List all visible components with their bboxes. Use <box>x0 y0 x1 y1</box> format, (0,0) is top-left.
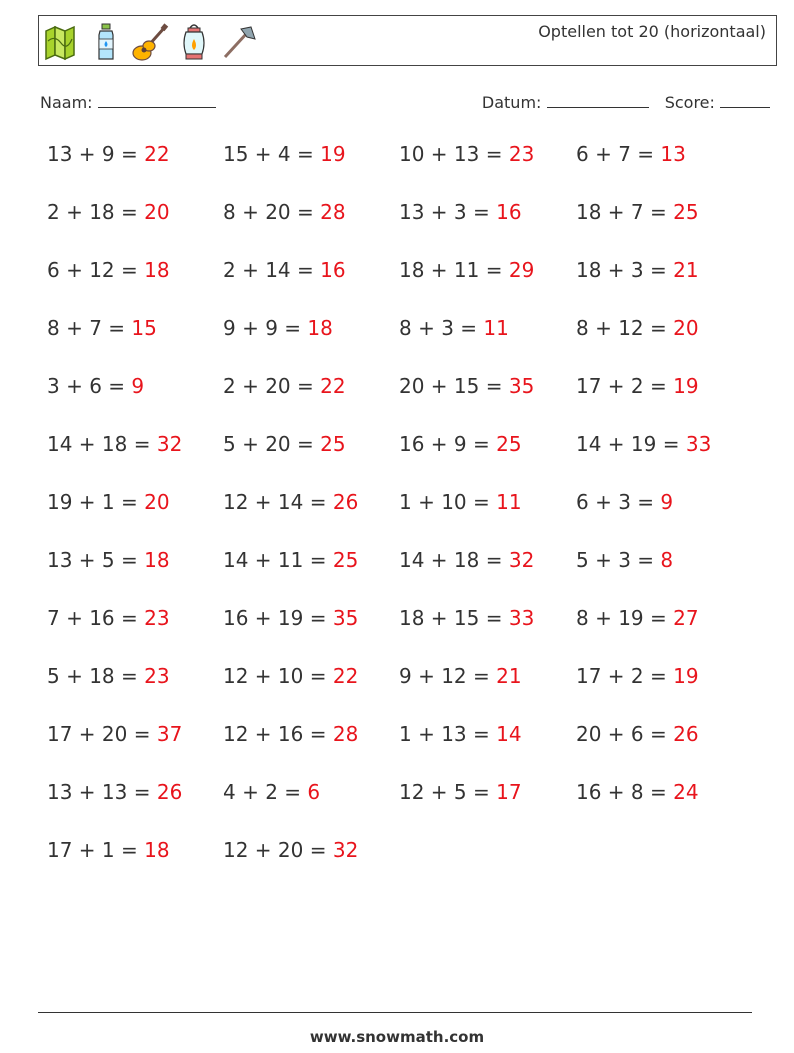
problem-answer: 15 <box>131 316 157 340</box>
problem-answer: 20 <box>673 316 699 340</box>
problem-question: 10 + 13 = <box>399 142 509 166</box>
problem-answer: 18 <box>144 258 170 282</box>
problem-question: 2 + 18 = <box>47 200 145 224</box>
problem-question: 17 + 1 = <box>47 838 145 862</box>
problem-answer: 26 <box>673 722 699 746</box>
problem-answer: 28 <box>320 200 346 224</box>
problem-item <box>223 258 346 282</box>
problem-answer: 14 <box>496 722 522 746</box>
problem-item <box>223 374 346 398</box>
name-label: Naam: <box>40 93 93 112</box>
problem-question: 7 + 16 = <box>47 606 145 630</box>
problem-item <box>576 200 699 224</box>
problem-item <box>576 258 699 282</box>
problem-answer: 18 <box>144 548 170 572</box>
problem-answer: 17 <box>496 780 522 804</box>
problem-question: 9 + 12 = <box>399 664 497 688</box>
problem-item <box>576 490 673 514</box>
problem-question: 16 + 9 = <box>399 432 497 456</box>
problem-answer: 22 <box>320 374 346 398</box>
problem-question: 12 + 5 = <box>399 780 497 804</box>
problem-answer: 28 <box>332 722 359 746</box>
problem-item <box>399 374 534 398</box>
problem-answer: 25 <box>320 432 346 456</box>
problem-answer: 6 <box>307 780 321 804</box>
axe-icon <box>219 21 257 63</box>
problem-answer: 20 <box>144 200 170 224</box>
problem-question: 3 + 6 = <box>47 374 132 398</box>
name-line <box>98 93 216 108</box>
problem-item <box>399 142 534 166</box>
problem-question: 13 + 9 = <box>47 142 145 166</box>
problem-answer: 22 <box>144 142 170 166</box>
problem-item <box>576 606 699 630</box>
problem-answer: 26 <box>156 780 183 804</box>
problem-question: 18 + 15 = <box>399 606 509 630</box>
problem-question: 12 + 14 = <box>223 490 333 514</box>
problem-answer: 11 <box>496 490 522 514</box>
problem-answer: 25 <box>332 548 359 572</box>
problem-item <box>47 664 170 688</box>
header-icons <box>43 21 257 63</box>
problem-answer: 16 <box>496 200 522 224</box>
problem-question: 6 + 12 = <box>47 258 145 282</box>
problem-question: 18 + 7 = <box>576 200 674 224</box>
problem-answer: 8 <box>660 548 674 572</box>
problem-item <box>399 722 522 746</box>
problem-item <box>223 606 358 630</box>
problem-question: 6 + 3 = <box>576 490 661 514</box>
problem-answer: 32 <box>156 432 183 456</box>
problem-item <box>223 316 333 340</box>
problem-item <box>399 780 522 804</box>
problem-answer: 9 <box>131 374 145 398</box>
problem-item <box>223 780 320 804</box>
problem-question: 8 + 19 = <box>576 606 674 630</box>
problem-question: 4 + 2 = <box>223 780 308 804</box>
problem-answer: 16 <box>320 258 346 282</box>
problem-answer: 9 <box>660 490 674 514</box>
problem-item <box>223 722 358 746</box>
problem-answer: 35 <box>332 606 359 630</box>
score-line <box>720 93 770 108</box>
problem-question: 15 + 4 = <box>223 142 321 166</box>
problem-answer: 18 <box>307 316 333 340</box>
problem-answer: 25 <box>673 200 699 224</box>
problem-question: 8 + 3 = <box>399 316 484 340</box>
date-line <box>547 93 649 108</box>
problem-item <box>47 780 182 804</box>
problem-item <box>223 664 358 688</box>
problem-question: 8 + 7 = <box>47 316 132 340</box>
problem-question: 16 + 19 = <box>223 606 333 630</box>
problem-question: 1 + 13 = <box>399 722 497 746</box>
problem-answer: 27 <box>673 606 699 630</box>
problem-question: 20 + 6 = <box>576 722 674 746</box>
problem-question: 17 + 2 = <box>576 664 674 688</box>
score-label: Score: <box>664 93 715 112</box>
problem-item <box>47 142 170 166</box>
problem-item <box>576 548 673 572</box>
problem-answer: 21 <box>673 258 699 282</box>
problem-answer: 26 <box>332 490 359 514</box>
problem-item <box>399 606 534 630</box>
problem-item <box>223 432 346 456</box>
problem-answer: 35 <box>508 374 535 398</box>
problem-answer: 19 <box>320 142 346 166</box>
problem-item <box>399 664 522 688</box>
problem-answer: 32 <box>332 838 359 862</box>
problem-question: 5 + 3 = <box>576 548 661 572</box>
problem-item <box>47 200 170 224</box>
problem-answer: 23 <box>144 664 170 688</box>
problem-item <box>47 258 170 282</box>
date-score-field <box>482 93 770 112</box>
worksheet-title: Optellen tot 20 (horizontaal) <box>538 22 766 41</box>
problem-item <box>223 838 358 862</box>
problem-question: 18 + 11 = <box>399 258 509 282</box>
problem-question: 5 + 18 = <box>47 664 145 688</box>
problem-question: 12 + 16 = <box>223 722 333 746</box>
problem-question: 13 + 5 = <box>47 548 145 572</box>
problem-item <box>47 838 170 862</box>
problem-question: 9 + 9 = <box>223 316 308 340</box>
problem-item <box>223 142 346 166</box>
problem-question: 13 + 13 = <box>47 780 157 804</box>
problem-item <box>47 548 170 572</box>
problem-item <box>399 316 509 340</box>
problem-question: 12 + 10 = <box>223 664 333 688</box>
problem-question: 14 + 19 = <box>576 432 686 456</box>
problem-answer: 32 <box>508 548 535 572</box>
problem-question: 20 + 15 = <box>399 374 509 398</box>
problem-question: 2 + 20 = <box>223 374 321 398</box>
problem-answer: 37 <box>156 722 183 746</box>
problem-item <box>399 258 534 282</box>
footer-url: www.snowmath.com <box>309 1028 485 1046</box>
problem-item <box>47 374 144 398</box>
problem-item <box>576 142 686 166</box>
problem-question: 14 + 11 = <box>223 548 333 572</box>
problem-question: 8 + 12 = <box>576 316 674 340</box>
name-field <box>40 93 216 112</box>
problem-answer: 23 <box>508 142 535 166</box>
lantern-icon <box>175 21 213 63</box>
problem-answer: 13 <box>660 142 686 166</box>
problem-question: 16 + 8 = <box>576 780 674 804</box>
worksheet-header <box>38 15 777 66</box>
problem-item <box>223 490 358 514</box>
problem-answer: 29 <box>508 258 535 282</box>
problem-item <box>399 490 522 514</box>
problem-answer: 20 <box>144 490 170 514</box>
problem-item <box>399 548 534 572</box>
problem-item <box>576 664 699 688</box>
problem-answer: 33 <box>508 606 535 630</box>
date-label: Datum: <box>481 93 542 112</box>
problem-question: 13 + 3 = <box>399 200 497 224</box>
problem-item <box>47 316 157 340</box>
problem-answer: 24 <box>673 780 699 804</box>
problem-question: 5 + 20 = <box>223 432 321 456</box>
water-bottle-icon <box>87 21 125 63</box>
problem-question: 1 + 10 = <box>399 490 497 514</box>
problem-question: 17 + 20 = <box>47 722 157 746</box>
problem-item <box>47 722 182 746</box>
problem-question: 19 + 1 = <box>47 490 145 514</box>
problem-item <box>47 432 182 456</box>
problem-question: 14 + 18 = <box>399 548 509 572</box>
guitar-icon <box>131 21 169 63</box>
problem-item <box>576 722 699 746</box>
problem-question: 12 + 20 = <box>223 838 333 862</box>
problem-question: 18 + 3 = <box>576 258 674 282</box>
problem-item <box>399 432 522 456</box>
problem-item <box>576 432 711 456</box>
problem-answer: 22 <box>332 664 359 688</box>
problem-question: 6 + 7 = <box>576 142 661 166</box>
problem-item <box>223 200 346 224</box>
problem-question: 2 + 14 = <box>223 258 321 282</box>
problem-answer: 18 <box>144 838 170 862</box>
problem-answer: 21 <box>496 664 522 688</box>
problem-answer: 19 <box>673 664 699 688</box>
problem-item <box>576 780 699 804</box>
problem-item <box>576 374 699 398</box>
problem-question: 14 + 18 = <box>47 432 157 456</box>
problem-item <box>576 316 699 340</box>
problem-answer: 19 <box>673 374 699 398</box>
problem-item <box>223 548 358 572</box>
problem-item <box>47 490 170 514</box>
problem-question: 8 + 20 = <box>223 200 321 224</box>
problem-item <box>399 200 522 224</box>
map-icon <box>43 21 81 63</box>
problem-item <box>47 606 170 630</box>
problem-question: 17 + 2 = <box>576 374 674 398</box>
problem-answer: 11 <box>483 316 509 340</box>
problem-answer: 23 <box>144 606 170 630</box>
problem-answer: 33 <box>685 432 712 456</box>
footer-divider <box>38 1012 752 1013</box>
problem-answer: 25 <box>496 432 522 456</box>
